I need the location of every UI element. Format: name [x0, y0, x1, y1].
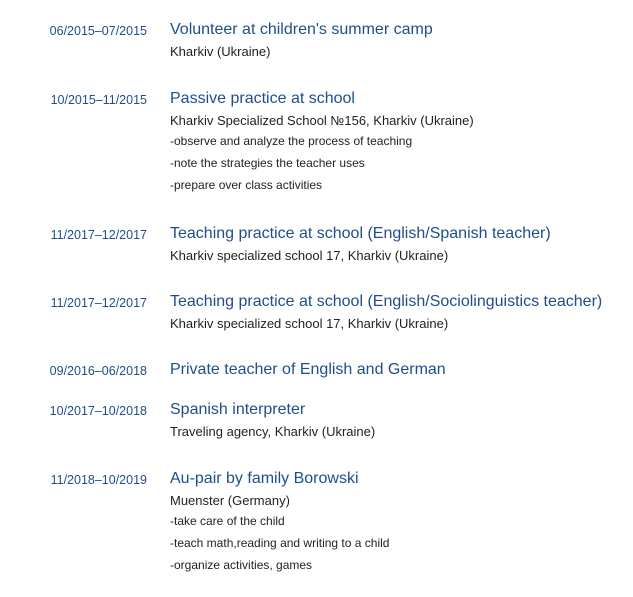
entry-date: 11/2018–10/2019	[50, 473, 147, 487]
entry-details	[170, 514, 630, 572]
entry-title: Passive practice at school	[170, 90, 355, 107]
entry-title: Teaching practice at school (English/Spanish teacher)	[170, 225, 551, 242]
detail-item: -organize activities, games	[170, 558, 313, 572]
entry-title: Volunteer at children's summer camp	[170, 21, 433, 38]
detail-item: -note the strategies the teacher uses	[170, 156, 365, 170]
entry-title: Teaching practice at school (English/Sociolinguistics teacher)	[170, 293, 603, 310]
entry-date: 06/2015–07/2015	[49, 24, 147, 38]
entry-content	[170, 360, 630, 380]
entry-date: 09/2016–06/2018	[49, 364, 147, 378]
entry-organization: Muenster (Germany)	[170, 493, 290, 508]
entry-date: 11/2017–12/2017	[50, 296, 147, 310]
entry-content	[170, 469, 630, 580]
entry-title: Private teacher of English and German	[170, 361, 446, 378]
entry-organization: Kharkiv Specialized School №156, Kharkiv (Ukraine)	[170, 113, 474, 128]
detail-item: -prepare over class activities	[170, 178, 323, 192]
entry-content	[170, 20, 630, 60]
entry-details	[170, 134, 630, 192]
entry-organization: Kharkiv specialized school 17, Kharkiv (Ukraine)	[170, 316, 449, 331]
entry-title: Au-pair by family Borowski	[170, 470, 359, 487]
entry-date: 10/2017–10/2018	[49, 404, 147, 418]
detail-item: -take care of the child	[170, 514, 285, 528]
entry-date: 11/2017–12/2017	[50, 228, 147, 242]
entry-title: Spanish interpreter	[170, 401, 306, 418]
entry-content	[170, 400, 630, 440]
entry-organization: Kharkiv specialized school 17, Kharkiv (Ukraine)	[170, 248, 449, 263]
entry-content	[170, 224, 630, 264]
entry-organization: Kharkiv (Ukraine)	[170, 44, 271, 59]
entry-content	[170, 292, 630, 332]
entry-content	[170, 89, 630, 200]
detail-item: -teach math,reading and writing to a child	[170, 536, 390, 550]
detail-item: -observe and analyze the process of teaching	[170, 134, 413, 148]
entry-organization: Traveling agency, Kharkiv (Ukraine)	[170, 424, 376, 439]
entry-date: 10/2015–11/2015	[50, 93, 147, 107]
